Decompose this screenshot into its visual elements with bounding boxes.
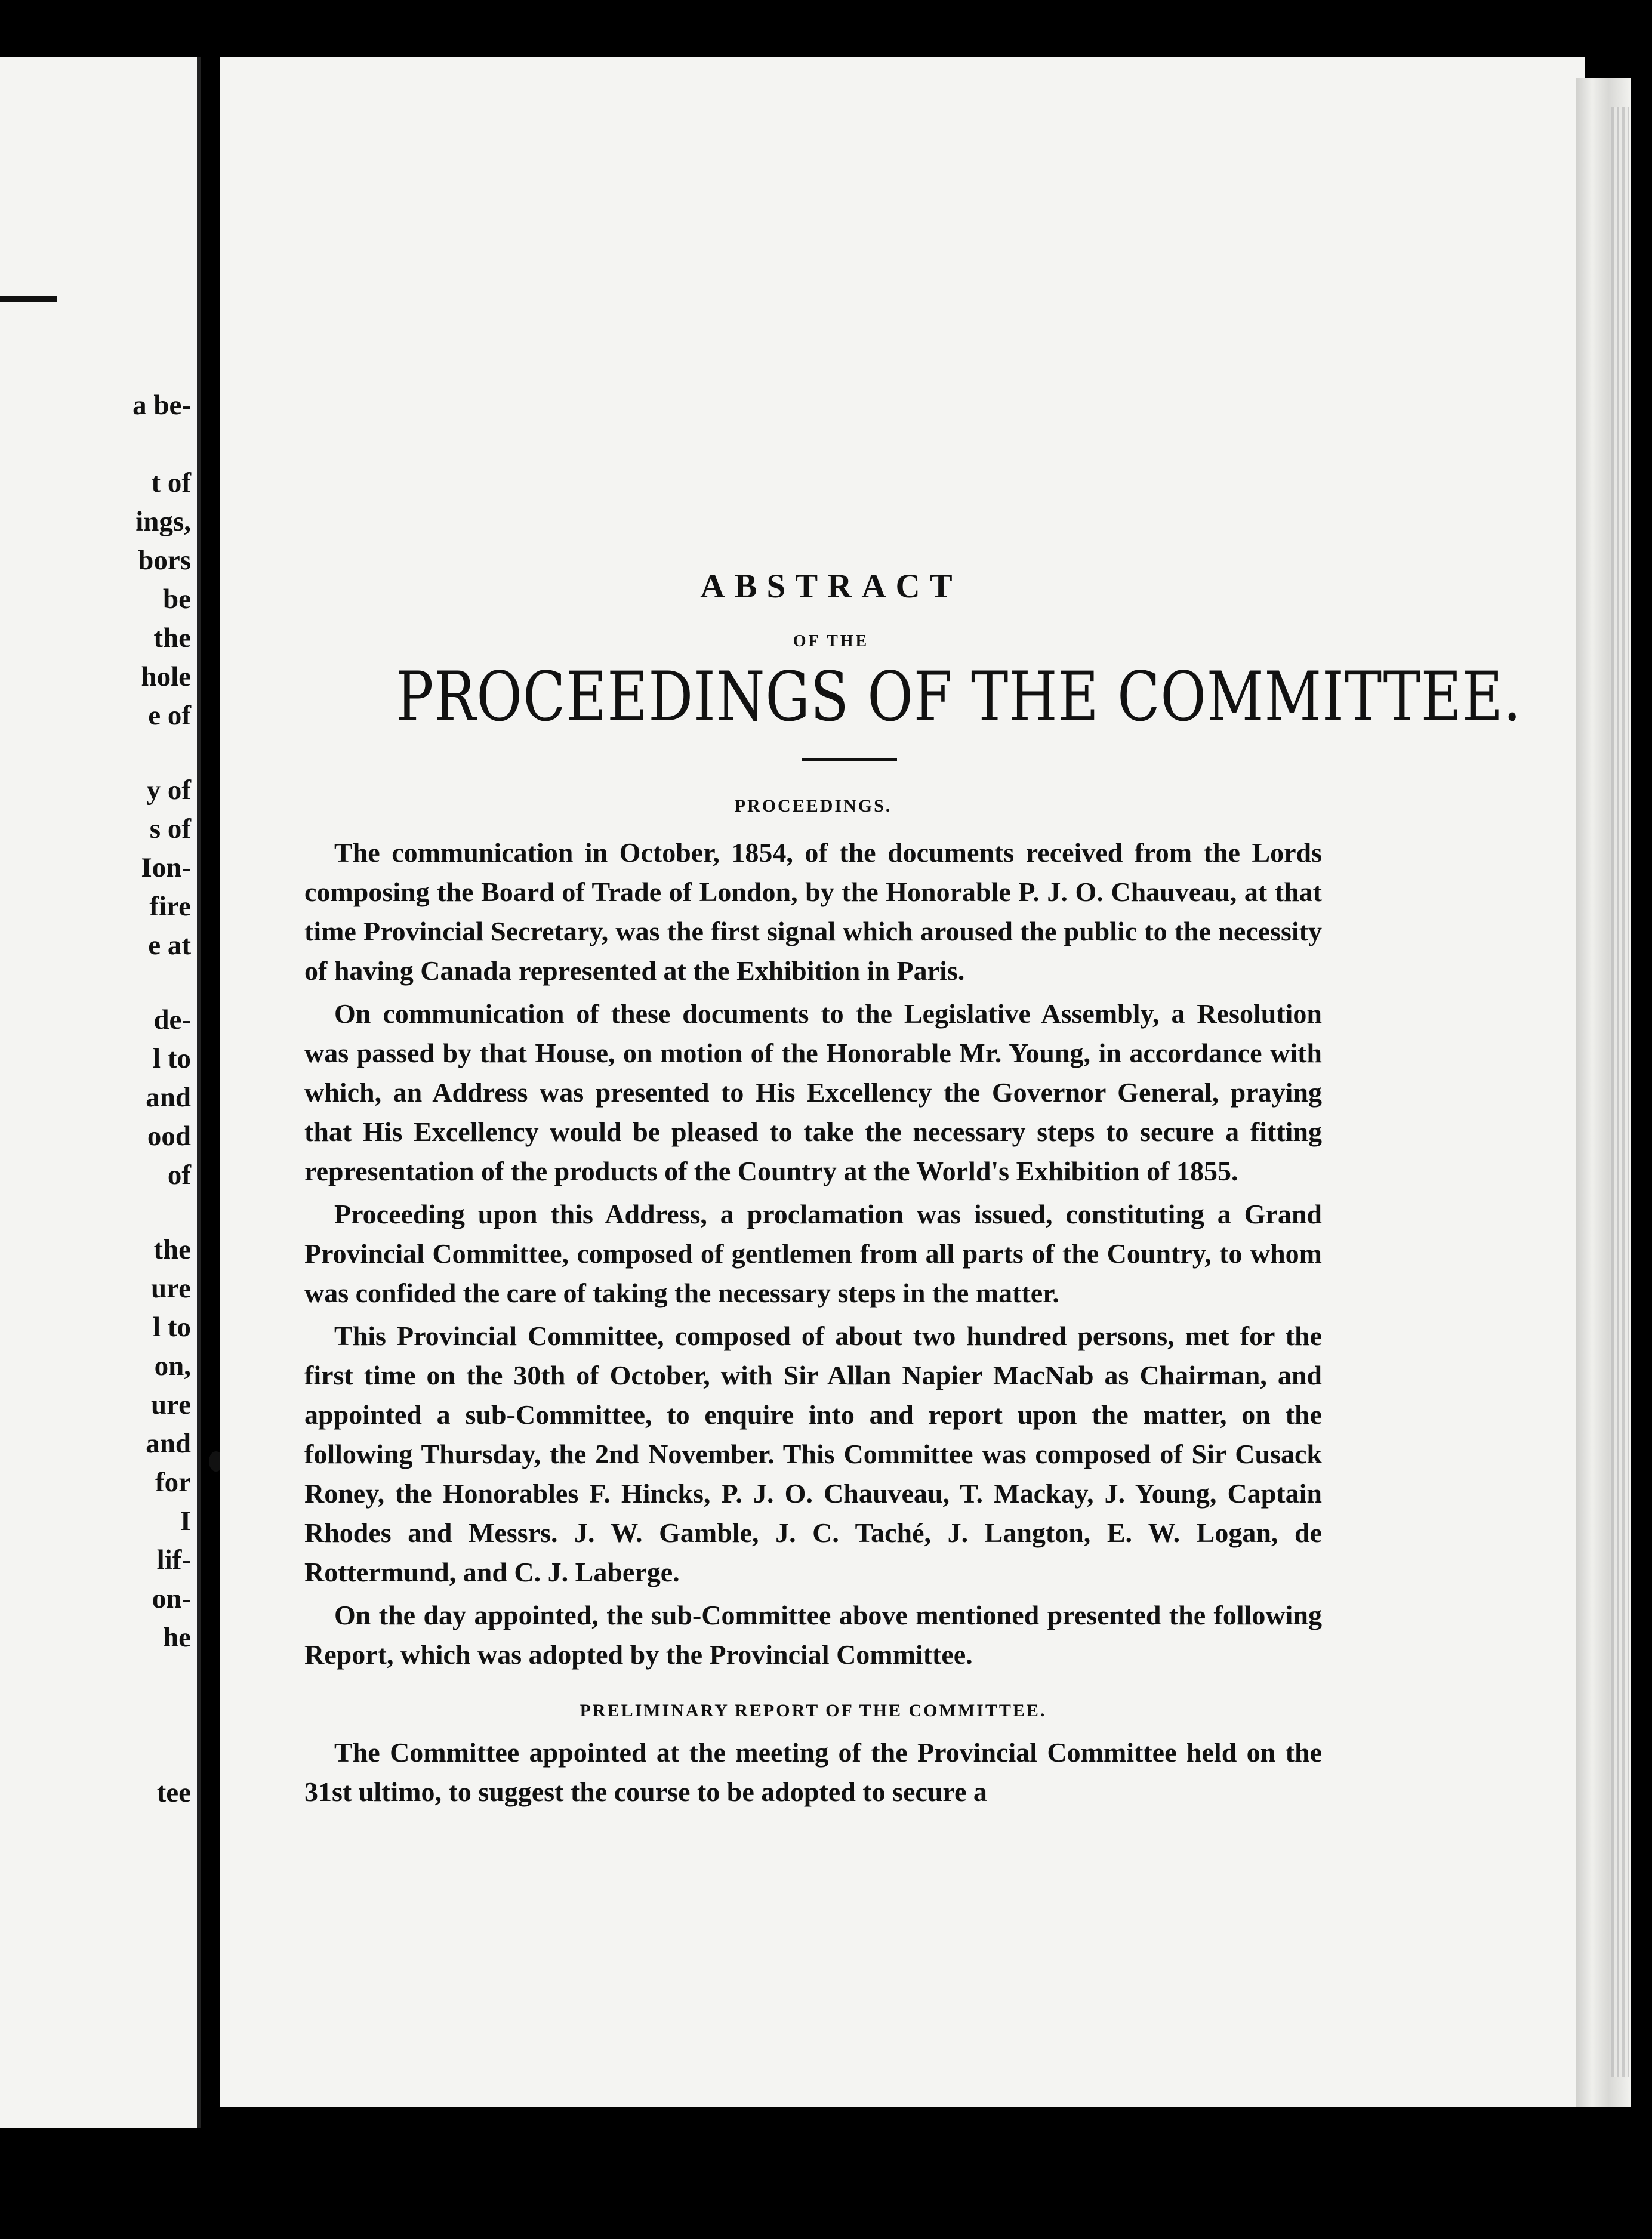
left-fragment: t of: [151, 467, 191, 498]
paragraph: On communication of these documents to the Legislative Assembly, a Resolution was passed by that House, on motion of the Honorable Mr. Young, in accordance with which, an Address was presented to His Excellency the Governor General, praying that His Excellency would be pleased to take the necessary steps to secure a fitting representation of the products of the Country at the World's Exhibition of 1855.: [304, 998, 1322, 1187]
left-fragment: lif-: [156, 1544, 191, 1575]
paragraph: On the day appointed, the sub-Committee above mentioned presented the following Report, which was adopted by the Provincial Committee.: [304, 1600, 1322, 1670]
left-fragment: on,: [154, 1350, 191, 1381]
heading-of-the: OF THE: [793, 632, 870, 650]
left-fragment: e of: [148, 700, 191, 731]
left-fragment: ure: [150, 1273, 191, 1304]
left-fragment: on-: [152, 1583, 191, 1614]
page-stack-lines: [1611, 107, 1629, 2077]
left-fragment: I: [180, 1506, 191, 1537]
paragraph: The Committee appointed at the meeting of the Provincial Committee held on the 31st ultimo, to suggest the course to be adopted to secure a: [304, 1737, 1322, 1808]
paragraph: Proceeding upon this Address, a proclamation was issued, constituting a Grand Provincial Committee, composed of gentlemen from all parts of the Country, to whom was confided the care of taking the necessary steps in the matter.: [304, 1199, 1322, 1309]
left-fragment: and: [146, 1428, 191, 1459]
page-title: PROCEEDINGS OF THE COMMITTEE.: [396, 657, 1522, 736]
left-fragment: for: [155, 1467, 191, 1498]
left-fragment: the: [153, 1234, 191, 1265]
left-fragment: l to: [153, 1312, 191, 1343]
left-fragment: l to: [153, 1043, 191, 1074]
section-heading-preliminary-report: PRELIMINARY REPORT OF THE COMMITTEE.: [580, 1701, 1047, 1721]
paragraph: This Provincial Committee, composed of about two hundred persons, met for the first time on the 30th of October, with Sir Allan Napier MacNab as Chairman, and appointed a sub-Committee, to enquire into and report upon the matter, on the following Thursday, the 2nd November. This Committee was composed of Sir Cusack Roney, the Honorables F. Hincks, P. J. O. Chauveau, T. Mackay, J. Young, Captain Rhodes and Messrs. J. W. Gamble, J. C. Taché, J. Langton, E. W. Logan, de Rottermund, and C. J. Laberge.: [304, 1321, 1322, 1588]
left-fragment: fire: [149, 891, 191, 922]
left-fragment: ure: [150, 1389, 191, 1420]
left-fragment: bors: [138, 545, 191, 576]
left-page-rule: [0, 296, 57, 302]
left-fragment: be: [163, 584, 191, 615]
left-fragment: the: [153, 622, 191, 653]
left-fragment: e at: [148, 930, 191, 961]
section-heading-proceedings: PROCEEDINGS.: [734, 796, 892, 816]
left-fragment: hole: [141, 661, 191, 692]
left-fragment: Ion-: [141, 852, 191, 883]
paragraph: The communication in October, 1854, of the documents received from the Lords composing the Board of Trade of London, by the Honorable P. J. O. Chauveau, at that time Provincial Secretary, was the first signal which aroused the public to the necessity of having Canada represented at the Exhibition in Paris.: [304, 837, 1322, 986]
left-fragment: de-: [153, 1004, 191, 1035]
left-fragment: ood: [147, 1121, 191, 1152]
left-fragment: a be-: [132, 390, 191, 421]
title-rule: [802, 758, 897, 761]
left-page-fragment: [0, 57, 201, 2128]
left-fragment: y of: [146, 775, 191, 806]
document-body: [304, 567, 1522, 1815]
left-fragment: tee: [156, 1777, 191, 1808]
left-fragment: and: [146, 1082, 191, 1113]
left-fragment: of: [167, 1159, 191, 1191]
left-fragment: ings,: [135, 506, 191, 537]
left-fragment: s of: [149, 813, 191, 844]
left-fragment: he: [163, 1622, 191, 1653]
heading-abstract: ABSTRACT: [700, 568, 962, 605]
